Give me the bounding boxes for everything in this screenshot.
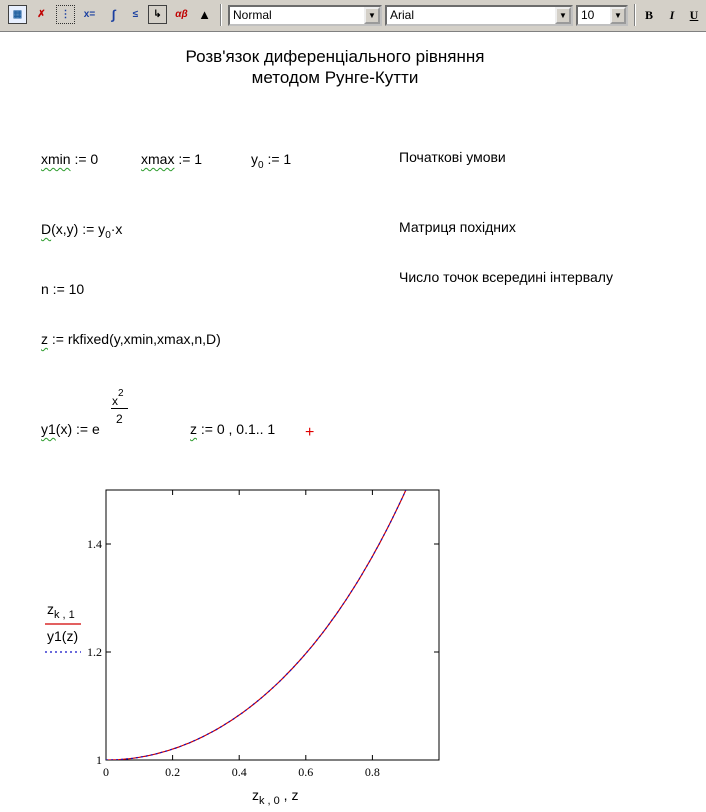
insertion-cursor[interactable]: +: [305, 424, 315, 441]
y0-subscript: 0: [258, 159, 264, 171]
programming-icon[interactable]: ↳: [148, 5, 167, 24]
initial-conditions-label[interactable]: Початкові умови: [399, 149, 506, 165]
range-body: := 0 , 0.1.. 1: [197, 421, 276, 437]
d-subscript: 0: [105, 229, 111, 241]
x-axis-sub: k , 0: [259, 795, 280, 807]
style-value: Normal: [233, 8, 272, 22]
italic-button[interactable]: I: [669, 7, 675, 22]
chevron-down-icon[interactable]: ▼: [364, 7, 380, 24]
y1-name: y1: [41, 421, 56, 437]
calculator-icon[interactable]: ▦: [8, 5, 27, 24]
graph-icon[interactable]: ✗: [37, 8, 46, 20]
matrix-icon[interactable]: ⋮: [56, 5, 75, 24]
legend-zk1-main: z: [47, 601, 54, 617]
n-definition[interactable]: n := 10: [41, 281, 85, 297]
x-tick-label: 0: [103, 765, 109, 779]
exp-power: 2: [118, 388, 124, 399]
legend-zk1-sub: k , 1: [54, 609, 75, 621]
boolean-icon[interactable]: ≤: [132, 8, 139, 20]
xmin-name: xmin: [41, 151, 71, 167]
x-tick-label: 0.8: [364, 765, 380, 779]
y-tick-label: 1.4: [87, 537, 102, 551]
legend-y1-label: y1(z): [47, 628, 79, 644]
y-tick-label: 1.2: [87, 645, 102, 659]
x-axis-main: z: [252, 787, 259, 803]
rkfixed-call: := rkfixed(y,xmin,xmax,n,D): [48, 331, 221, 347]
d-args: (x,y) := y: [51, 221, 106, 237]
exponent-denominator: 2: [116, 412, 123, 426]
calculus-icon[interactable]: ∫: [111, 7, 116, 22]
x-tick-label: 0.6: [298, 765, 314, 779]
matrix-label[interactable]: Матриця похідних: [399, 219, 516, 235]
d-name: D: [41, 221, 52, 237]
y0-value: := 1: [263, 151, 292, 167]
title-line-1: Розв'язок диференціального рівняння: [185, 47, 485, 66]
xmax-name: xmax: [141, 151, 175, 167]
title-line-2: методом Рунге-Кутти: [251, 68, 419, 87]
font-value: Arial: [390, 8, 415, 22]
x-tick-label: 0.2: [165, 765, 181, 779]
d-tail: ·x: [110, 221, 123, 237]
y-tick-label: 1: [96, 753, 102, 767]
symbolic-icon[interactable]: ▲: [198, 7, 211, 22]
greek-icon[interactable]: αβ: [175, 8, 188, 20]
underline-button[interactable]: U: [689, 7, 699, 22]
bold-button[interactable]: B: [644, 7, 653, 22]
series-line-2: [106, 410, 439, 760]
x-axis-tail: , z: [279, 787, 299, 803]
x-axis-label: [252, 787, 298, 807]
range-name: z: [190, 421, 197, 437]
evaluate-icon[interactable]: x=: [83, 8, 96, 20]
y0-name: y: [251, 151, 258, 167]
z-name: z: [41, 331, 48, 347]
plot-frame: [106, 490, 439, 760]
series-line-1: [106, 410, 439, 760]
chevron-down-icon[interactable]: ▼: [610, 7, 626, 24]
xmax-value: := 1: [174, 151, 203, 167]
y1-body: (x) := e: [55, 421, 100, 437]
size-value: 10: [581, 8, 595, 22]
exp-x: x: [112, 394, 118, 408]
x-tick-label: 0.4: [231, 765, 247, 779]
xmin-value: := 0: [70, 151, 99, 167]
legend-zk1-label: [47, 601, 75, 621]
points-label[interactable]: Число точок всередині інтервалу: [399, 269, 613, 285]
chevron-down-icon[interactable]: ▼: [555, 7, 571, 24]
